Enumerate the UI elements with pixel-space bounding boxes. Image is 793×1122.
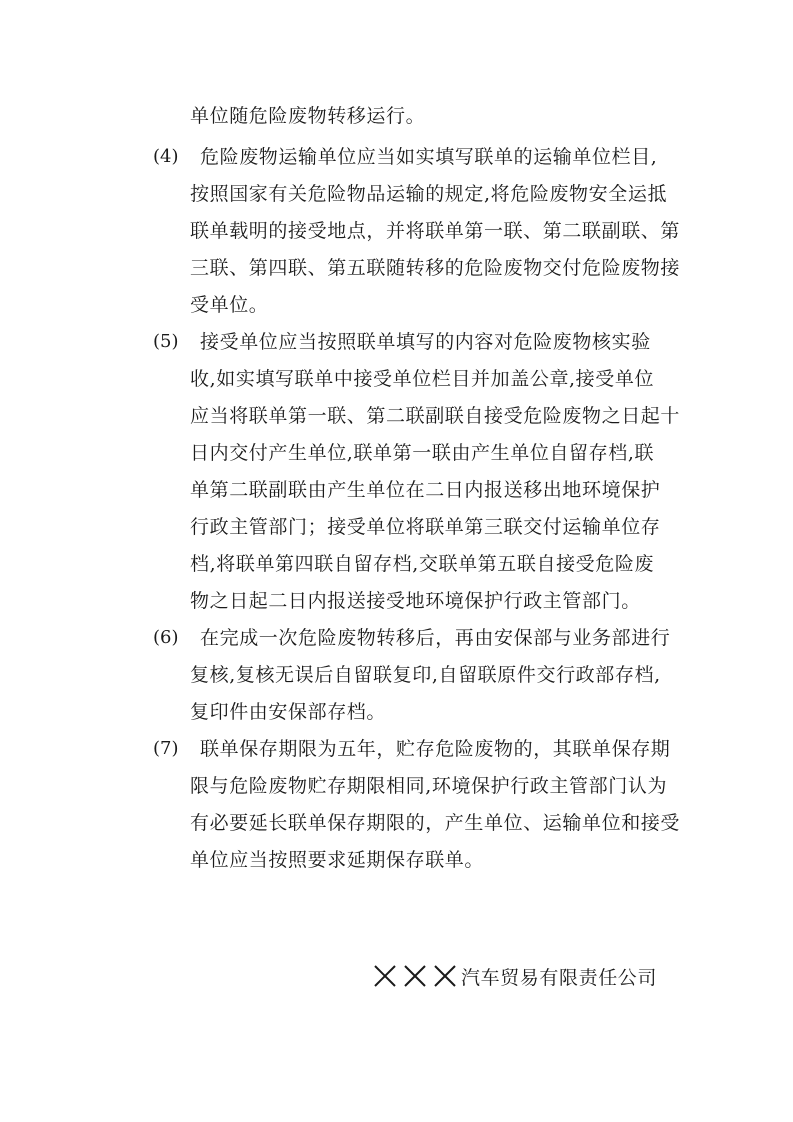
item-5-number: (5): [153, 331, 179, 352]
item-7-number: (7): [153, 738, 179, 759]
cross-mark-icon: [433, 964, 457, 988]
item-5-line-8: 物之日起二日内报送接受地环境保护行政主管部门。: [190, 590, 641, 612]
signature-block: [373, 958, 657, 994]
item-5-line-3: 应当将联单第一联、第二联副联自接受危险废物之日起十: [190, 405, 681, 427]
item-5-line-2: 收,如实填写联单中接受单位栏目并加盖公章,接受单位: [190, 368, 655, 390]
cross-mark-icon: [403, 964, 427, 988]
item-7-line-3: 有必要延长联单保存期限的，产生单位、运输单位和接受: [190, 812, 681, 834]
item-4-line-4: 三联、第四联、第五联随转移的危险废物交付危险废物接: [190, 257, 681, 279]
item-4-line-3: 联单载明的接受地点，并将联单第一联、第二联副联、第: [190, 220, 681, 242]
item-5-line-4: 日内交付产生单位,联单第一联由产生单位自留存档,联: [190, 442, 655, 464]
company-name: 汽车贸易有限责任公司: [461, 967, 658, 989]
item-4-line-1: 危险废物运输单位应当如实填写联单的运输单位栏目,: [200, 146, 658, 168]
item-6-line-1: 在完成一次危险废物转移后，再由安保部与业务部进行: [200, 627, 671, 649]
item-5-line-6: 行政主管部门；接受单位将联单第三联交付运输单位存: [190, 516, 661, 538]
item-6-line-2: 复核,复核无误后自留联复印,自留联原件交行政部存档,: [190, 664, 661, 686]
item-5-line-7: 档,将联单第四联自留存档,交联单第五联自接受危险废: [190, 553, 655, 575]
item-4-line-5: 受单位。: [190, 294, 269, 316]
item-5-line-5: 单第二联副联由产生单位在二日内报送移出地环境保护: [190, 479, 661, 501]
item-7-line-1: 联单保存期限为五年，贮存危险废物的，其联单保存期: [200, 738, 671, 760]
cross-mark-icon: [373, 964, 397, 988]
item-6-line-3: 复印件由安保部存档。: [190, 701, 387, 723]
item-4-number: (4): [153, 146, 179, 167]
intro-line: 单位随危险废物转移运行。: [190, 105, 426, 127]
item-5-line-1: 接受单位应当按照联单填写的内容对危险废物核实验: [200, 331, 651, 353]
item-7-line-4: 单位应当按照要求延期保存联单。: [190, 849, 485, 871]
item-7-line-2: 限与危险废物贮存期限相同,环境保护行政主管部门认为: [190, 775, 668, 797]
company-name-placeholder: [373, 964, 457, 988]
item-6-number: (6): [153, 627, 179, 648]
item-4-line-2: 按照国家有关危险物品运输的规定,将危险废物安全运抵: [190, 183, 668, 205]
